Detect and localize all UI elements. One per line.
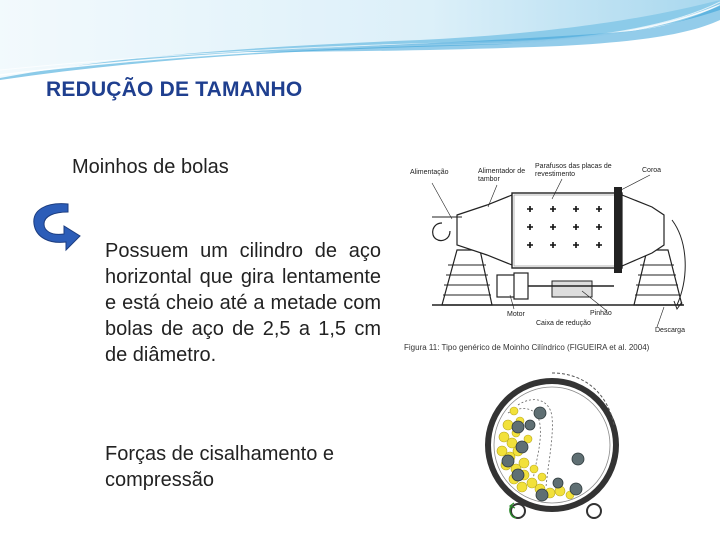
label-alimentador: Alimentador de tambor (478, 168, 526, 183)
figure-caption: Figura 11: Tipo genérico de Moinho Cilíndrico (FIGUEIRA et al. 2004) (404, 343, 650, 352)
label-descarga: Descarga (655, 327, 685, 334)
ball-charge-diagram (478, 365, 630, 525)
description-paragraph: Possuem um cilindro de aço horizontal que gira lentamente e está cheio até a metade com bolas de aço de 2,5 a 1,5 cm de diâmetro. (105, 240, 381, 366)
label-pinhao: Pinhão (590, 310, 612, 317)
label-motor: Motor (507, 311, 525, 318)
header-wave-decoration (0, 0, 720, 80)
slide-title: REDUÇÃO DE TAMANHO (46, 78, 303, 101)
label-parafusos: Parafusos das placas de revestimento (535, 163, 612, 178)
curved-arrow-icon (28, 198, 82, 260)
slide-subtitle: Moinhos de bolas (72, 156, 229, 178)
label-caixa-reducao: Caixa de redução (536, 320, 591, 327)
label-coroa: Coroa (642, 167, 662, 174)
forces-paragraph: Forças de cisalhamento e compressão (105, 443, 335, 491)
label-alimentacao: Alimentação (410, 169, 449, 176)
